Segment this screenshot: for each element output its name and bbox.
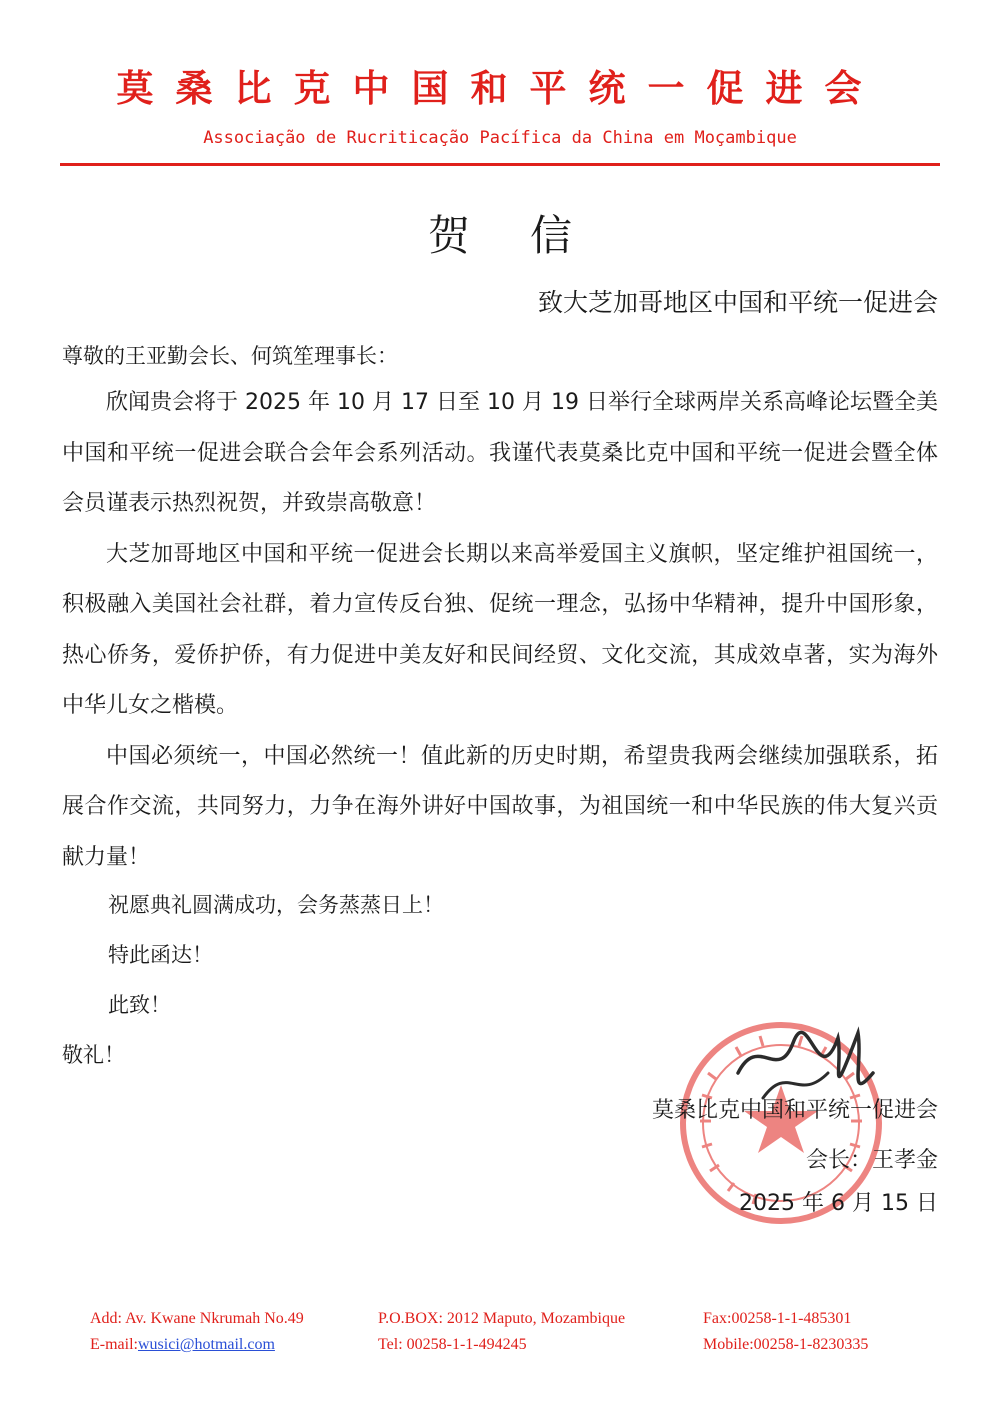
footer-email-line <box>90 1332 304 1358</box>
recipient-line: 致大芝加哥地区中国和平统一促进会 <box>537 288 938 317</box>
closing-jing-li: 敬礼！ <box>62 1043 125 1067</box>
footer-email-label: E-mail: <box>90 1336 138 1353</box>
footer-email-link[interactable]: wusici@hotmail.com <box>137 1336 275 1353</box>
closing-wish: 祝愿典礼圆满成功，会务蒸蒸日上！ <box>108 893 444 917</box>
closing-block <box>62 880 444 1080</box>
letter-body <box>62 378 938 883</box>
paragraph: 大芝加哥地区中国和平统一促进会长期以来高举爱国主义旗帜，坚定维护祖国统一，积极融入美国社会社群，着力宣传反台独、促统一理念，弘扬中华精神，提升中国形象，热心侨务，爱侨护侨，有力促进中美友好和民间经贸、文化交流，其成效卓著，实为海外中华儿女之楷模。 <box>62 541 938 718</box>
footer-fax: Fax:00258-1-1-485301 <box>703 1310 852 1327</box>
closing-special: 特此函达！ <box>108 943 213 967</box>
letter-title: 贺信 <box>427 211 632 260</box>
signature-name: 会长：王孝金 <box>805 1148 938 1173</box>
closing-ci-zhi: 此致！ <box>108 993 171 1017</box>
salutation: 尊敬的王亚勤会长、何筑笙理事长： <box>62 344 398 368</box>
paragraph: 中国必须统一，中国必然统一！值此新的历史时期，希望贵我两会继续加强联系，拓展合作交流，共同努力，力争在海外讲好中国故事，为祖国统一和中华民族的伟大复兴贡献力量！ <box>62 743 938 870</box>
signature-org: 莫桑比克中国和平统一促进会 <box>651 1098 938 1123</box>
footer-mobile: Mobile:00258-1-8230335 <box>703 1336 869 1353</box>
org-name-header: 莫桑比克中国和平统一促进会 <box>116 66 884 110</box>
signature-date: 2025 年 6 月 15 日 <box>739 1191 938 1216</box>
org-name-portuguese: Associação de Rucriticação Pacífica da China em Moçambique <box>203 128 797 148</box>
paragraph: 欣闻贵会将于 2025 年 10 月 17 日至 10 月 19 日举行全球两岸关系高峰论坛暨全美中国和平统一促进会联合会年会系列活动。我谨代表莫桑比克中国和平统一促进会暨全体会员谨表示热烈祝贺，并致崇高敬意！ <box>62 390 938 516</box>
footer-tel: Tel: 00258-1-1-494245 <box>378 1336 527 1353</box>
header-divider <box>60 163 940 166</box>
footer-pobox: P.O.BOX: 2012 Maputo, Mozambique <box>378 1310 626 1327</box>
footer-address: Add: Av. Kwane Nkrumah No.49 <box>90 1310 304 1327</box>
